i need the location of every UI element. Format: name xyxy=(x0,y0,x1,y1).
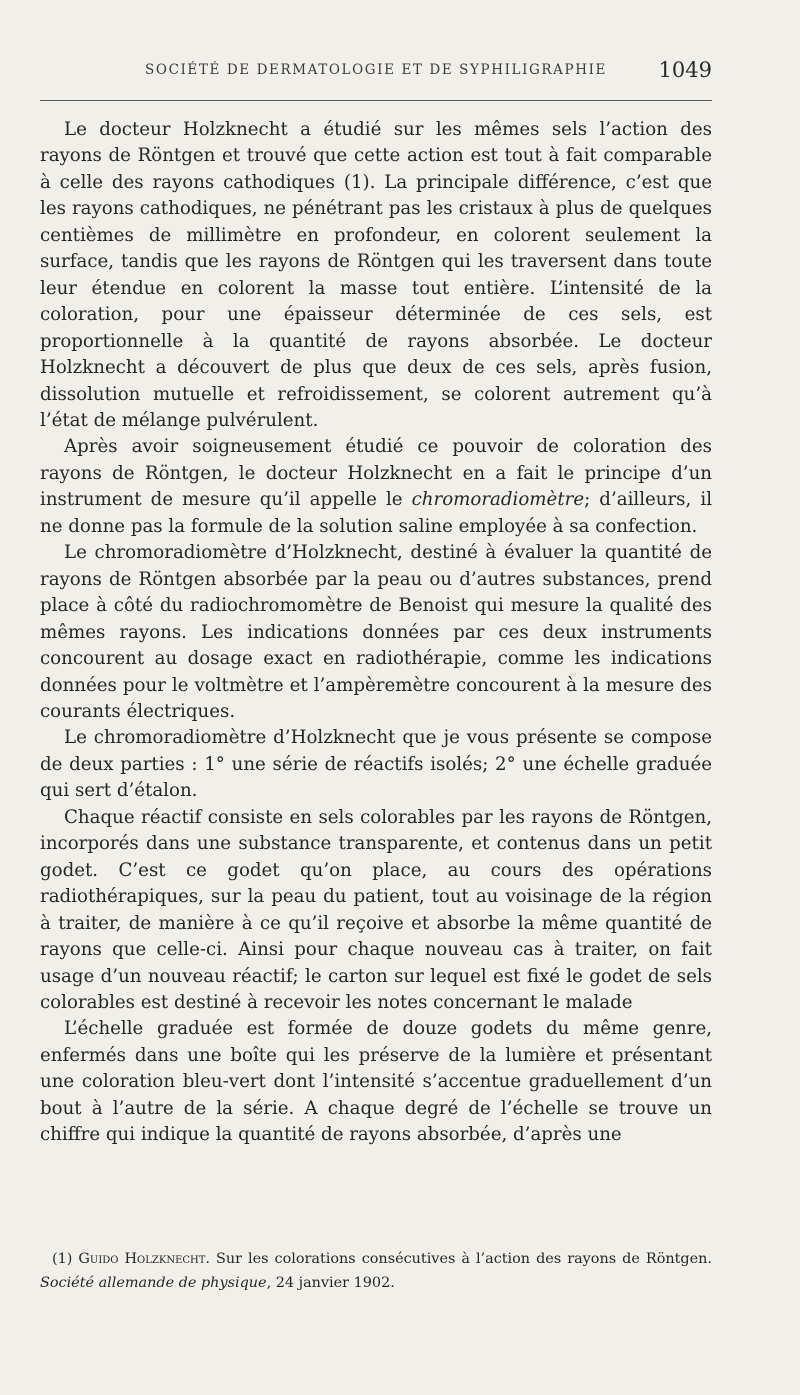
footnote-date: , 24 janvier 1902. xyxy=(266,1275,395,1291)
footnote-author: Guido Holzknecht xyxy=(78,1251,206,1267)
paragraph-5: Chaque réactif consiste en sels colorables par les rayons de Röntgen, incorporés dans une substance transparente, et contenus dans un petit godet. C’est ce godet qu’on place, au cours des opérations radiothérapiques, sur la peau du patient, tout au voisinage de la région à traiter, de manière à ce qu’il reçoive et absorbe la même quantité de rayons que celle-ci. Ainsi pour chaque nouveau cas à traiter, on fait usage d’un nouveau réactif; le carton sur lequel est fixé le godet de sels colorables est destiné à recevoir les notes concernant le malade xyxy=(40,806,712,1013)
paragraph-6: L’échelle graduée est formée de douze godets du même genre, enfermés dans une boîte qui les préserve de la lumière et présentant une coloration bleu-vert dont l’intensité s’accentue graduellement d’un bout à l’autre de la série. A chaque degré de l’échelle se trouve un chiffre qui indique la quantité de rayons absorbée, d’après une xyxy=(40,1018,712,1146)
body-text xyxy=(40,117,712,1149)
paragraph-2 xyxy=(40,434,712,540)
chromoradiometre-term: chromoradiomètre xyxy=(411,489,585,511)
paragraph-3: Le chromoradiomètre d’Holzknecht, destiné à évaluer la quantité de rayons de Röntgen absorbée par la peau ou d’autres substances, prend place à côté du radiochromomètre de Benoist qui mesure la qualité des mêmes rayons. Les indications données par ces deux instruments concourent au dosage exact en radiothérapie, comme les indications données pour le voltmètre et l’ampèremètre concourent à la mesure des courants électriques. xyxy=(40,542,712,722)
footnote-marker: (1) xyxy=(52,1251,79,1267)
footnote xyxy=(40,1247,712,1295)
paragraph-2-text-start: Après avoir soigneusement étudié ce pouvoir de coloration des rayons de Röntgen, le docteur Holzknecht en a fait le principe d’un instrument de mesure qu’il appelle le xyxy=(40,436,712,511)
page-number: 1049 xyxy=(658,58,712,82)
footnote-title: . Sur les colorations consécutives à l’action des rayons de Röntgen. xyxy=(205,1251,712,1267)
paragraph-2-text-end: ; d’ailleurs, il ne donne pas la formule de la solution saline employée à sa confection. xyxy=(40,489,713,537)
footnote-source: Société allemande de physique xyxy=(40,1275,267,1291)
running-head: SOCIÉTÉ DE DERMATOLOGIE ET DE SYPHILIGRAPHIE xyxy=(145,62,607,78)
page-header xyxy=(40,58,712,92)
paragraph-1: Le docteur Holzknecht a étudié sur les mêmes sels l’action des rayons de Röntgen et trouvé que cette action est tout à fait comparable à celle des rayons cathodiques (1). La principale différence, c’est que les rayons cathodiques, ne pénétrant pas les cristaux à plus de quelques centièmes de millimètre en profondeur, en colorent seulement la surface, tandis que les rayons de Röntgen qui les traversent dans toute leur étendue en colorent la masse tout entière. L’intensité de la coloration, pour une épaisseur déterminée de ces sels, est proportionnelle à la quantité de rayons absorbée. Le docteur Holzknecht a découvert de plus que deux de ces sels, après fusion, dissolution mutuelle et refroidissement, se colorent autrement qu’à l’état de mélange pulvérulent. xyxy=(40,119,712,431)
header-rule xyxy=(40,100,712,101)
paragraph-4: Le chromoradiomètre d’Holzknecht que je vous présente se compose de deux parties : 1° une série de réactifs isolés; 2° une échelle graduée qui sert d’étalon. xyxy=(40,727,712,802)
